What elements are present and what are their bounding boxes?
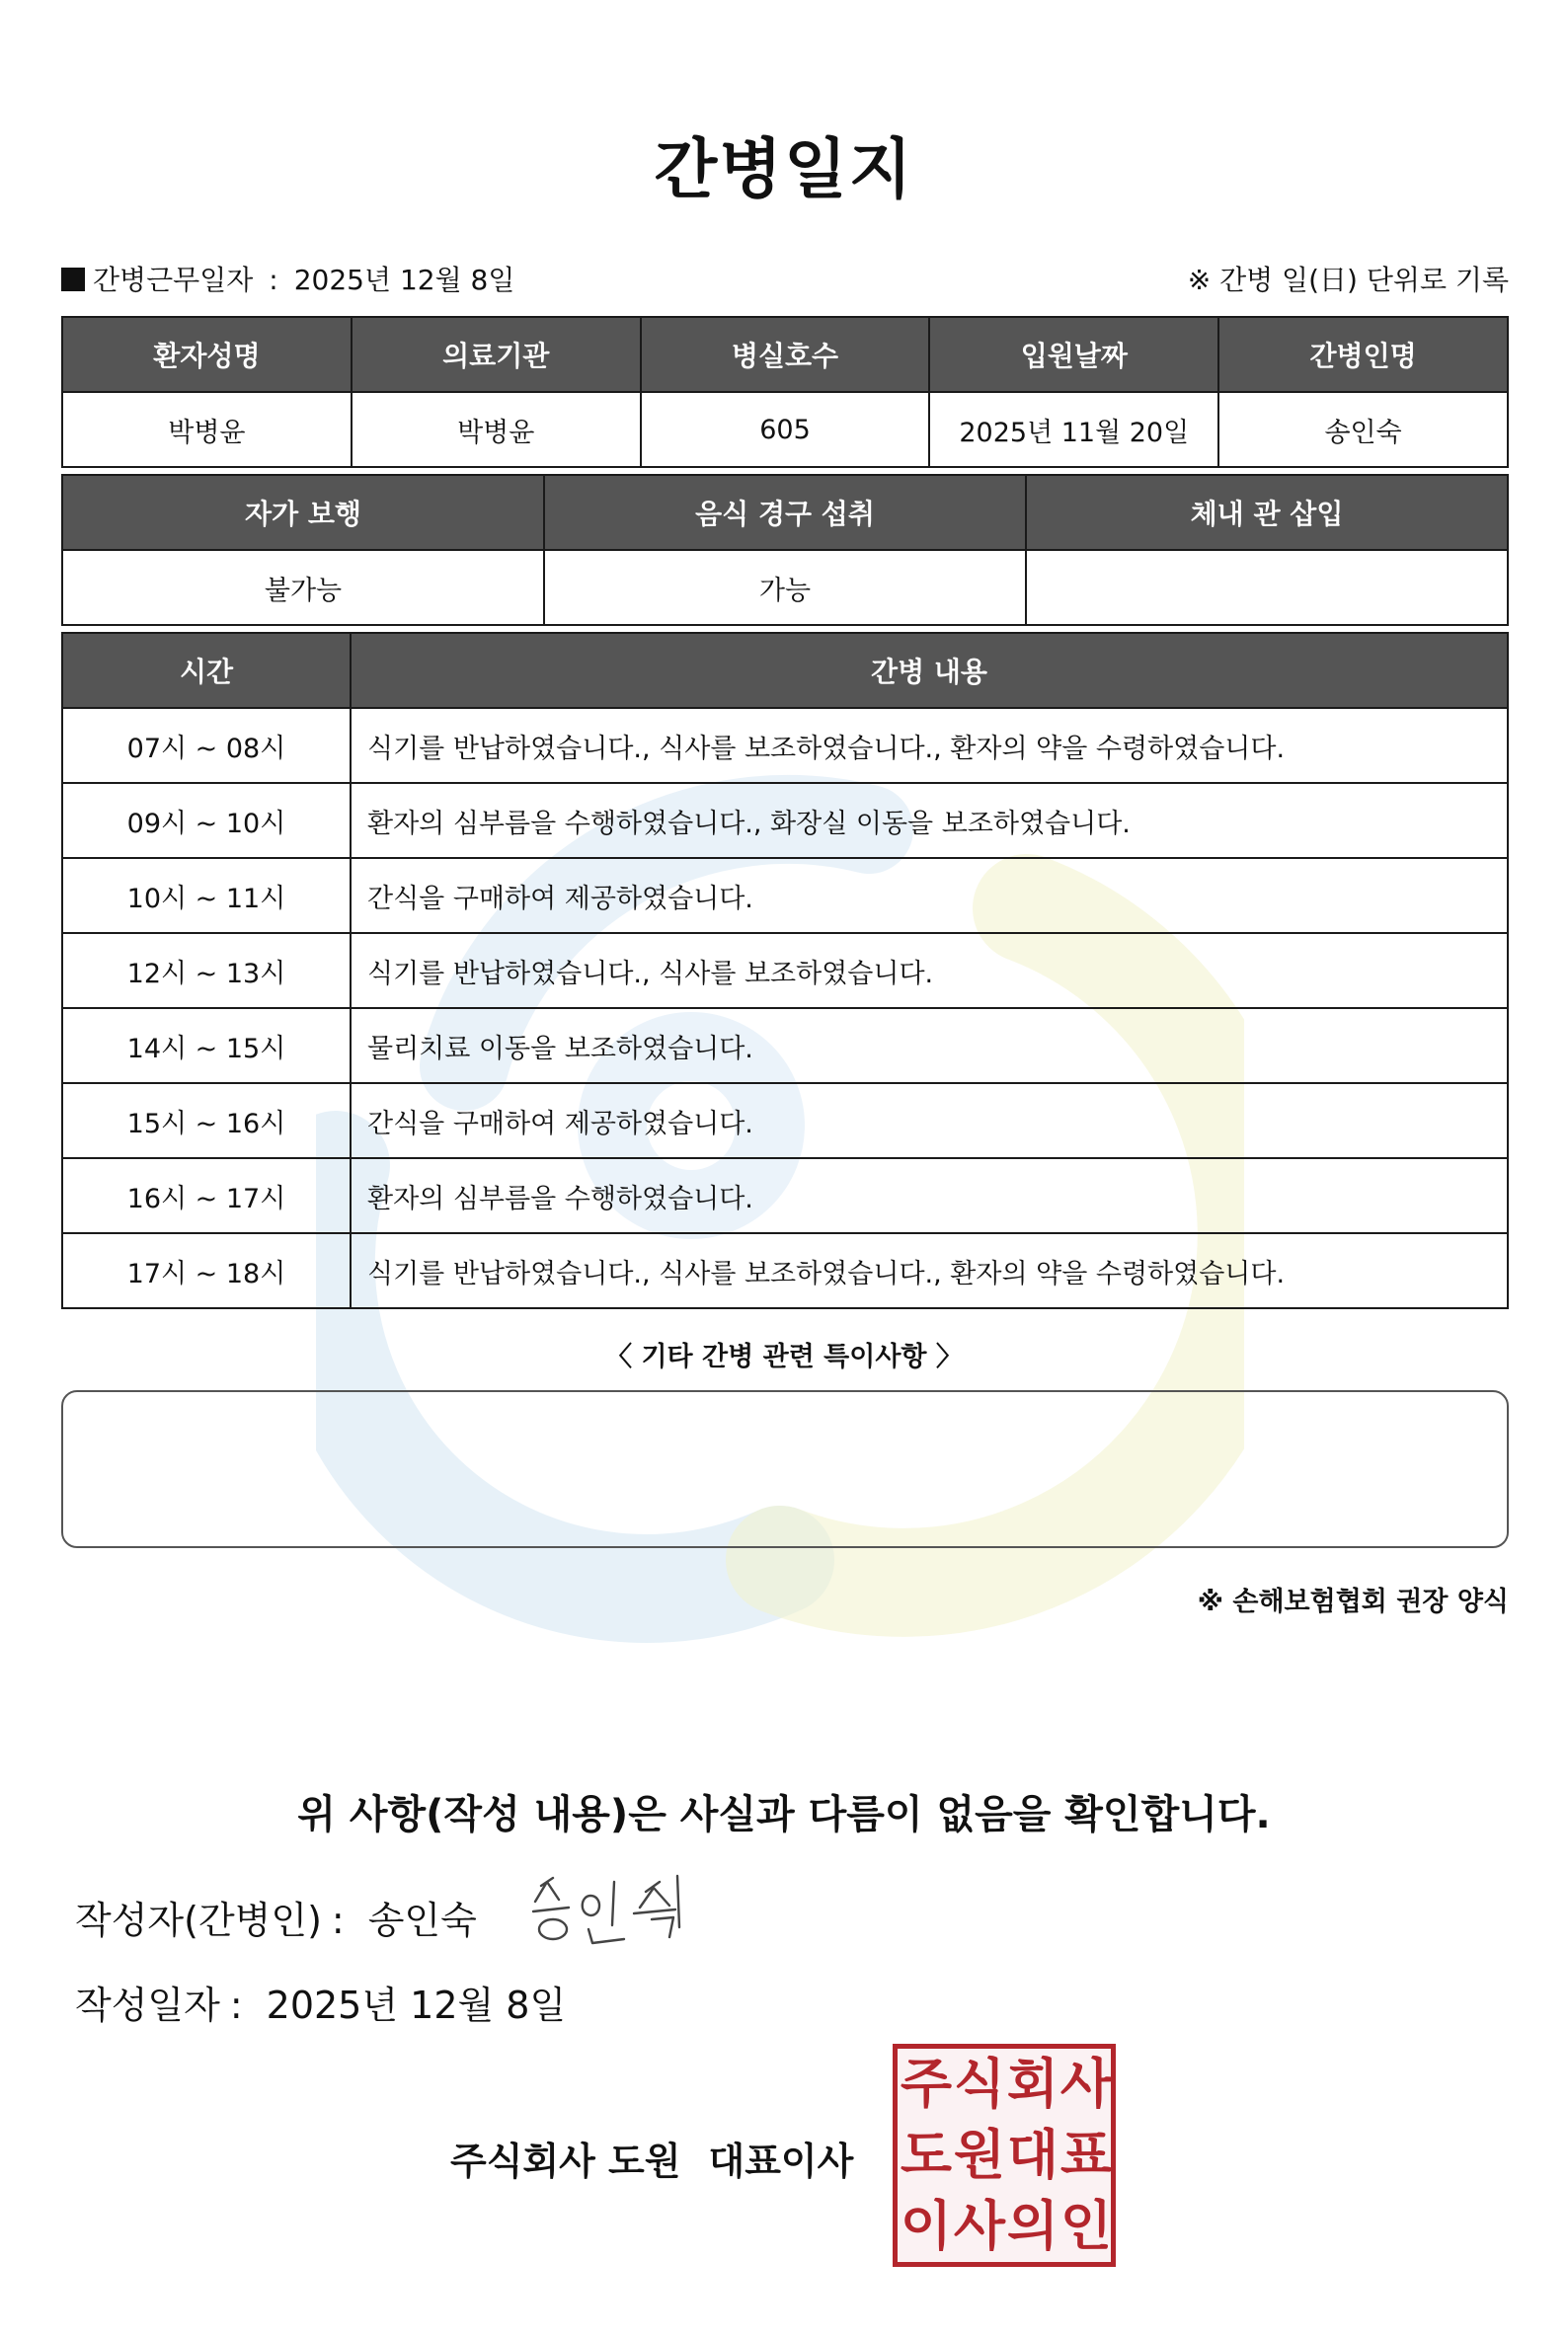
seal-character: 도 (900, 2124, 949, 2186)
patient-name: 박병윤 (62, 392, 352, 467)
written-date-value: 2025년 12월 8일 (266, 1984, 567, 2027)
seal-character: 표 (1059, 2124, 1109, 2186)
log-content: 환자의 심부름을 수행하였습니다., 화장실 이동을 보조하였습니다. (351, 783, 1508, 858)
log-content: 식기를 반납하였습니다., 식사를 보조하였습니다., 환자의 약을 수령하였습니다. (351, 1233, 1508, 1308)
header-self-walking: 자가 보행 (62, 475, 544, 550)
writer-name: 송인숙 (367, 1899, 477, 1942)
log-content: 물리치료 이동을 보조하였습니다. (351, 1008, 1508, 1083)
company-signature-line (450, 2131, 853, 2185)
seal-character: 대 (1006, 2124, 1056, 2186)
hospital: 박병윤 (352, 392, 641, 467)
table-row (62, 783, 1508, 858)
special-notes-box[interactable] (61, 1390, 1509, 1548)
page-title: 간병일지 (654, 131, 914, 207)
written-date-line (75, 1975, 566, 2029)
log-content: 식기를 반납하였습니다., 식사를 보조하였습니다. (351, 933, 1508, 1008)
confirmation-statement: 위 사항(작성 내용)은 사실과 다름이 없음을 확인합니다. (297, 1792, 1271, 1837)
status-value-row (62, 550, 1508, 625)
seal-character: 의 (1006, 2195, 1056, 2257)
log-time: 14시 ~ 15시 (62, 1008, 351, 1083)
log-content: 간식을 구매하여 제공하였습니다. (351, 1083, 1508, 1158)
header-oral-intake: 음식 경구 섭취 (544, 475, 1026, 550)
writer-line (75, 1890, 477, 1944)
header-admission-date: 입원날짜 (929, 317, 1218, 392)
seal-character: 원 (953, 2124, 1002, 2186)
tube-insertion-value (1026, 550, 1508, 625)
seal-characters (898, 2049, 1111, 2262)
seal-character: 주 (900, 2053, 949, 2115)
unit-note: ※ 간병 일(日) 단위로 기록 (1187, 264, 1509, 296)
square-bullet-icon (61, 268, 85, 291)
admission-date: 2025년 11월 20일 (929, 392, 1218, 467)
header-patient-name: 환자성명 (62, 317, 352, 392)
table-row (62, 1083, 1508, 1158)
work-date-value: 2025년 12월 8일 (293, 264, 515, 296)
patient-info-value-row (62, 392, 1508, 467)
header-room-number: 병실호수 (641, 317, 930, 392)
log-content: 간식을 구매하여 제공하였습니다. (351, 858, 1508, 933)
company-seal-stamp (893, 2044, 1116, 2267)
oral-intake-value: 가능 (544, 550, 1026, 625)
header-hospital: 의료기관 (352, 317, 641, 392)
seal-character: 사 (1059, 2053, 1109, 2115)
seal-character: 인 (1059, 2195, 1109, 2257)
meta-row (61, 259, 1509, 298)
status-header-row (62, 475, 1508, 550)
form-source-note: ※ 손해보험협회 권장 양식 (1197, 1587, 1509, 1617)
table-row (62, 1008, 1508, 1083)
patient-info-header-row (62, 317, 1508, 392)
care-log-header-row (62, 633, 1508, 708)
table-row (62, 858, 1508, 933)
seal-character: 이 (900, 2195, 949, 2257)
patient-info-table (61, 316, 1509, 468)
table-row (62, 933, 1508, 1008)
work-date (61, 259, 514, 298)
written-date-label: 작성일자 (75, 1984, 220, 2027)
table-row (62, 1233, 1508, 1308)
caregiver-name: 송인숙 (1218, 392, 1508, 467)
work-date-colon: : (269, 264, 278, 296)
self-walking-value: 불가능 (62, 550, 544, 625)
log-time: 16시 ~ 17시 (62, 1158, 351, 1233)
log-time: 17시 ~ 18시 (62, 1233, 351, 1308)
header-caregiver-name: 간병인명 (1218, 317, 1508, 392)
room-number: 605 (641, 392, 930, 467)
seal-character: 회 (1006, 2053, 1056, 2115)
log-content: 식기를 반납하였습니다., 식사를 보조하였습니다., 환자의 약을 수령하였습니다. (351, 708, 1508, 783)
log-time: 07시 ~ 08시 (62, 708, 351, 783)
patient-status-table (61, 474, 1509, 626)
log-time: 09시 ~ 10시 (62, 783, 351, 858)
log-time: 10시 ~ 11시 (62, 858, 351, 933)
handwritten-signature (529, 1868, 707, 1957)
table-row (62, 708, 1508, 783)
seal-character: 사 (953, 2195, 1002, 2257)
writer-label: 작성자(간병인) (75, 1899, 322, 1942)
header-care-content: 간병 내용 (351, 633, 1508, 708)
care-log-table (61, 632, 1509, 1309)
written-date-colon: : (229, 1984, 243, 2027)
company-title: 대표이사 (708, 2140, 854, 2183)
header-time: 시간 (62, 633, 351, 708)
log-time: 15시 ~ 16시 (62, 1083, 351, 1158)
writer-colon: : (331, 1899, 345, 1942)
table-row (62, 1158, 1508, 1233)
work-date-label: 간병근무일자 (93, 264, 254, 296)
header-tube-insertion: 체내 관 삽입 (1026, 475, 1508, 550)
log-content: 환자의 심부름을 수행하였습니다. (351, 1158, 1508, 1233)
log-time: 12시 ~ 13시 (62, 933, 351, 1008)
company-name: 주식회사 도원 (450, 2140, 681, 2183)
special-notes-label: 〈 기타 간병 관련 특이사항 〉 (605, 1342, 963, 1372)
seal-character: 식 (953, 2053, 1002, 2115)
